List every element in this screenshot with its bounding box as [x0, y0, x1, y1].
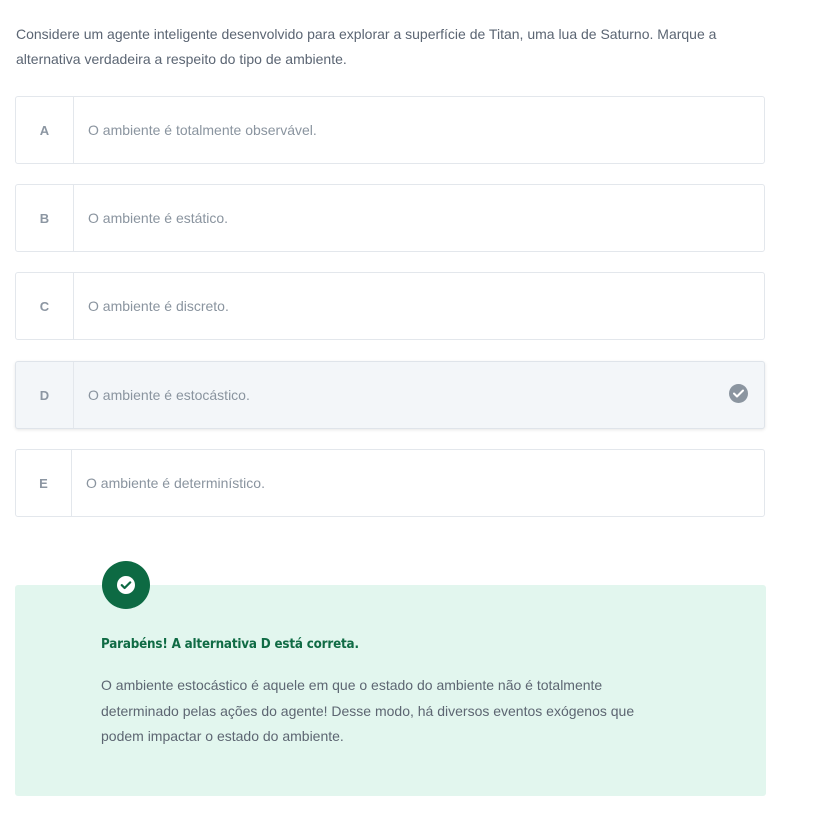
feedback-body: O ambiente estocástico é aquele em que o estado do ambiente não é totalmente determinado pelas ações do agente! Desse modo, há diversos eventos exógenos que podem impactar o estado do ambiente.: [101, 677, 635, 744]
option-b[interactable]: [15, 184, 765, 252]
option-text: O ambiente é totalmente observável.: [88, 122, 317, 138]
option-letter: D: [16, 362, 74, 428]
option-text: O ambiente é determinístico.: [86, 475, 265, 491]
option-letter: C: [16, 273, 74, 339]
option-e[interactable]: [15, 449, 765, 517]
option-text: O ambiente é estático.: [88, 210, 229, 226]
option-text: O ambiente é discreto.: [88, 298, 229, 314]
option-letter: A: [16, 97, 74, 163]
selected-check-icon: [729, 384, 748, 403]
option-letter: E: [16, 450, 72, 516]
option-text: O ambiente é estocástico.: [88, 387, 250, 403]
option-a[interactable]: [15, 96, 765, 164]
option-letter: B: [16, 185, 74, 251]
check-circle-icon: [102, 561, 150, 609]
feedback-title: Parabéns! A alternativa D está correta.: [101, 637, 359, 652]
option-d[interactable]: [15, 361, 765, 429]
question-text: Considere um agente inteligente desenvolvido para explorar a superfície de Titan, uma lua de Saturno. Marque a alternativa verdadeira a respeito do tipo de ambiente.: [16, 26, 717, 67]
option-c[interactable]: [15, 272, 765, 340]
